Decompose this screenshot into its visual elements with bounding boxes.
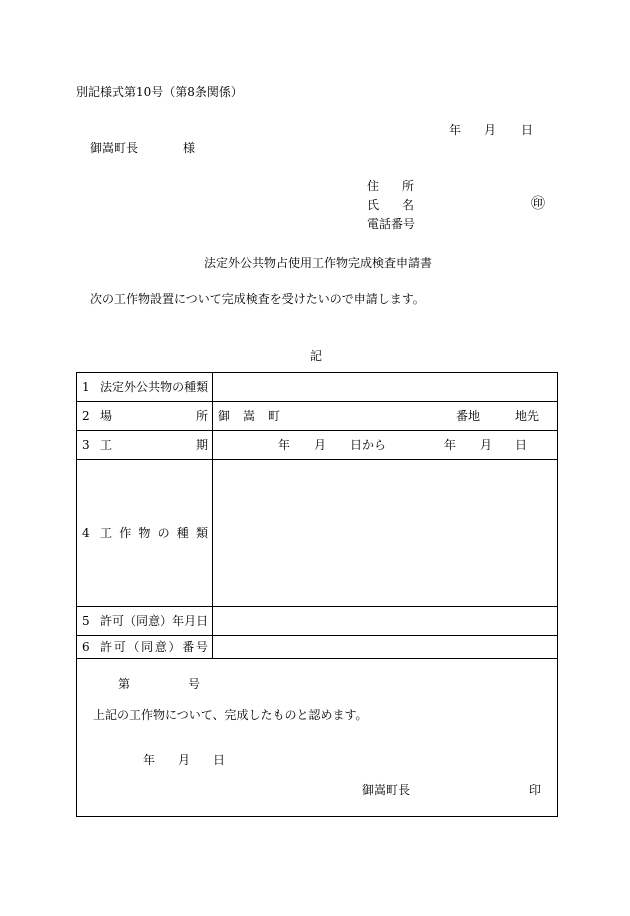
certification-section (77, 659, 557, 815)
label-char: ） (160, 614, 173, 628)
row-label (100, 526, 208, 540)
row-value-cell (213, 460, 557, 606)
label-char: 共 (148, 380, 161, 394)
document-title: 法定外公共物占使用工作物完成検査申請書 (204, 256, 433, 270)
period-start-year: 年 (278, 438, 291, 452)
row-label-cell (77, 607, 213, 635)
label-char: 場 (100, 409, 113, 423)
certification-date-day: 日 (213, 753, 226, 767)
label-char: 許 (100, 614, 113, 628)
label-char: 所 (195, 409, 208, 423)
label-char: 所 (401, 179, 414, 193)
label-char: 作 (119, 526, 132, 540)
period-end-month: 月 (480, 438, 493, 452)
label-char: 類 (196, 380, 209, 394)
row-label-cell (77, 373, 213, 401)
label-char: 番 (182, 640, 195, 654)
applicant-seal-mark: ㊞ (531, 196, 545, 212)
location-town (218, 409, 280, 423)
form-number: 別記様式第10号（第8条関係） (76, 85, 243, 99)
addressee-name: 御嵩町長 (90, 141, 139, 155)
certification-seal-mark: 印 (529, 783, 542, 797)
row-label-cell (77, 402, 213, 430)
label-char: 御 (218, 409, 231, 423)
period-end-year: 年 (444, 438, 457, 452)
table-row (77, 460, 557, 607)
label-char: 意 (154, 640, 167, 654)
label-char: （ (124, 614, 137, 628)
label-char: 工 (100, 438, 113, 452)
row-label (100, 380, 208, 394)
row-value-cell (213, 431, 557, 459)
address-label (367, 179, 414, 193)
row-label (100, 614, 208, 628)
label-char: 物 (138, 526, 151, 540)
row-number: 5 (82, 614, 90, 628)
label-char: 期 (195, 438, 208, 452)
row-label (100, 438, 208, 452)
row-value-cell (213, 636, 557, 658)
details-table (76, 372, 558, 817)
label-char: 種 (176, 526, 189, 540)
period-start-day: 日から (350, 438, 387, 452)
label-char: 同 (136, 614, 149, 628)
label-char: （ (127, 640, 140, 654)
submission-date-year: 年 (449, 123, 462, 137)
table-row (77, 373, 557, 402)
addressee-honorific: 様 (183, 141, 196, 155)
row-label (100, 640, 208, 654)
period-start-month: 月 (314, 438, 327, 452)
label-char: 意 (148, 614, 161, 628)
label-char: の (157, 526, 170, 540)
label-char: 嵩 (242, 409, 255, 423)
location-area-suffix: 地先 (515, 409, 540, 423)
label-char: 外 (124, 380, 137, 394)
label-char: ） (168, 640, 181, 654)
row-value-cell (213, 402, 557, 430)
label-char: 工 (100, 526, 113, 540)
label-char: 法 (100, 380, 113, 394)
label-char: 類 (195, 526, 208, 540)
label-char: 許 (100, 640, 113, 654)
phone-label: 電話番号 (367, 217, 416, 231)
submission-date-month: 月 (484, 123, 497, 137)
label-char: 定 (112, 380, 125, 394)
row-number: 2 (82, 409, 90, 423)
table-row (77, 636, 557, 659)
certification-date-month: 月 (178, 753, 191, 767)
row-value-cell (213, 607, 557, 635)
row-number: 3 (82, 438, 90, 452)
label-char: 可 (113, 640, 126, 654)
certificate-number-prefix: 第 (118, 677, 131, 691)
table-row (77, 402, 557, 431)
notation-ki: 記 (310, 349, 323, 363)
label-char: 同 (141, 640, 154, 654)
table-row (77, 607, 557, 636)
certification-date-year: 年 (143, 753, 156, 767)
row-label-cell (77, 431, 213, 459)
label-char: の (172, 380, 185, 394)
label-char: 公 (136, 380, 149, 394)
request-text: 次の工作物設置について完成検査を受けたいので申請します。 (90, 292, 425, 306)
label-char: 可 (112, 614, 125, 628)
label-char: 号 (195, 640, 208, 654)
submission-date-day: 日 (521, 123, 534, 137)
label-char: 日 (196, 614, 209, 628)
table-row (77, 431, 557, 460)
row-number: 4 (82, 526, 90, 540)
label-char: 月 (184, 614, 197, 628)
label-char: 住 (367, 179, 380, 193)
certification-signer: 御嵩町長 (362, 783, 411, 797)
row-label (100, 409, 208, 423)
certificate-number-suffix: 号 (188, 677, 201, 691)
certification-statement: 上記の工作物について、完成したものと認めます。 (93, 708, 368, 722)
location-lot-suffix: 番地 (456, 409, 481, 423)
name-label (367, 198, 414, 212)
label-char: 年 (172, 614, 185, 628)
row-label-cell (77, 460, 213, 606)
label-char: 氏 (367, 198, 380, 212)
label-char: 物 (160, 380, 173, 394)
period-end-day: 日 (515, 438, 528, 452)
row-number: 6 (82, 640, 90, 654)
label-char: 名 (401, 198, 414, 212)
row-label-cell (77, 636, 213, 658)
label-char: 種 (184, 380, 197, 394)
label-char: 町 (267, 409, 280, 423)
row-value-cell (213, 373, 557, 401)
row-number: 1 (82, 380, 90, 394)
